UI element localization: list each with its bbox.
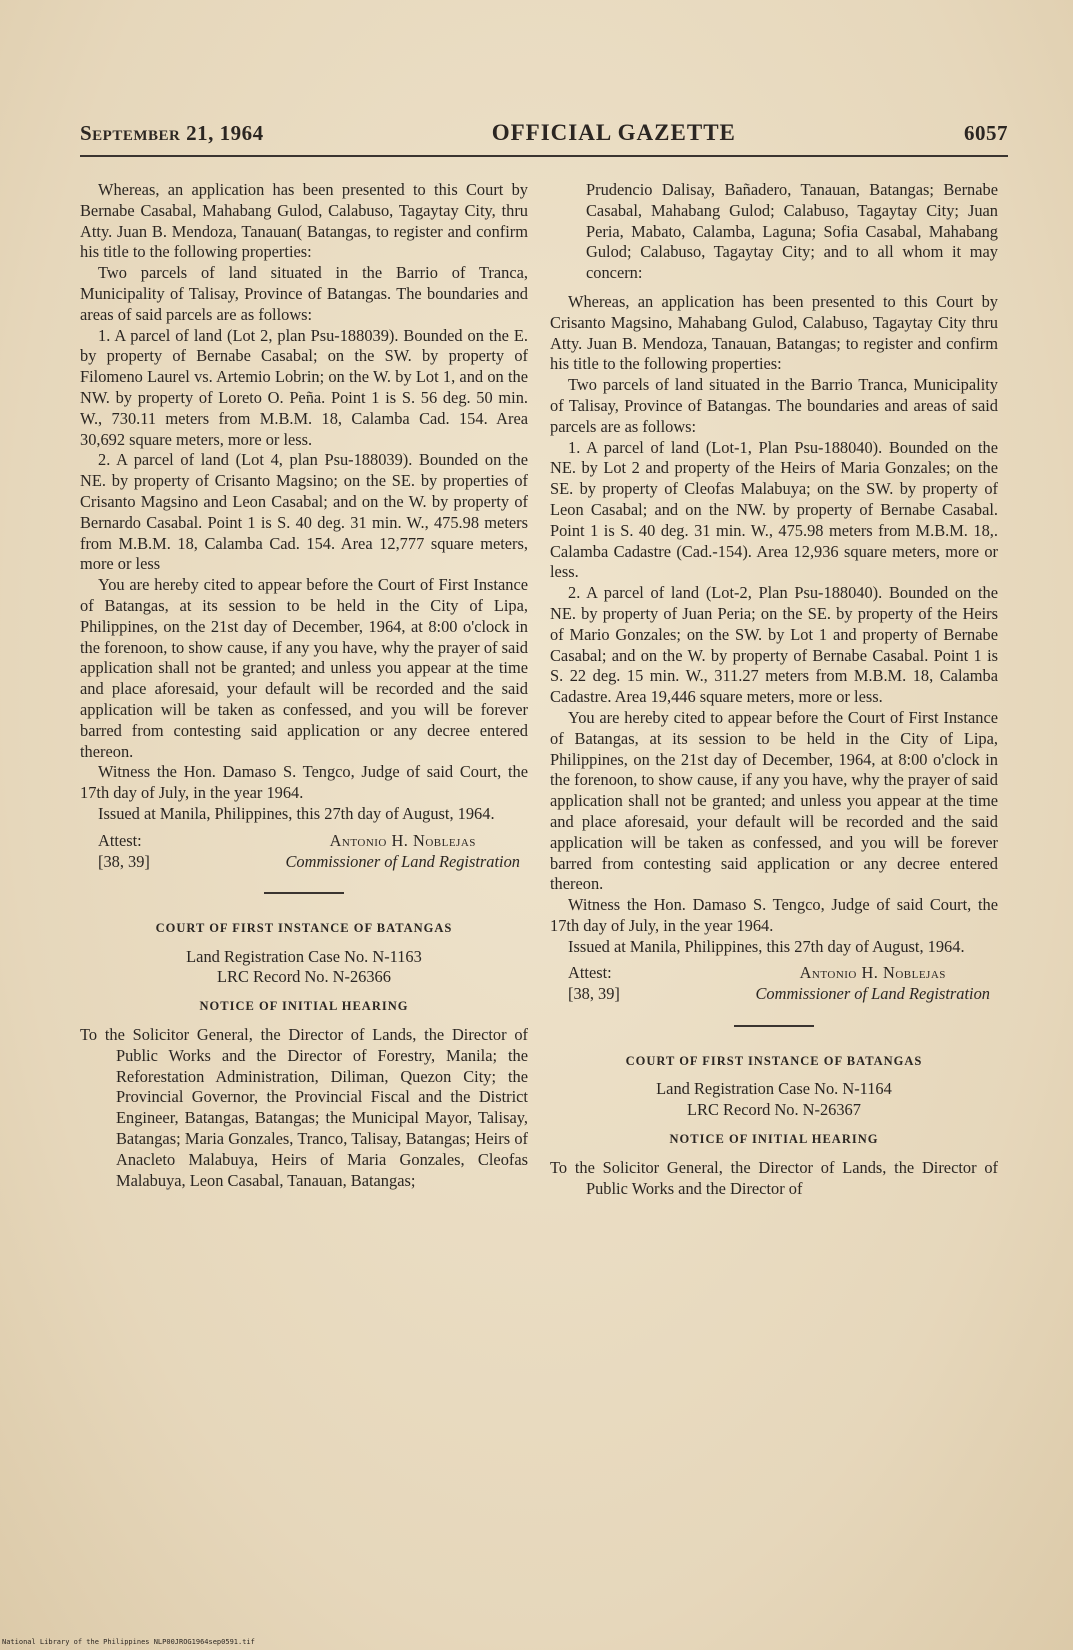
paragraph: You are hereby cited to appear before the Court of First Instance of Batangas, at its session to be held in the City of Lipa, Philippines, on the 21st day of December, 1964, at 8:00 o'clock in the forenoon, to show cause, if any you have, why the prayer of said application shall not be granted; and unless you appear at the time and place aforesaid, your default will be recorded and the said application will be taken as confessed, and you will be forever barred from contesting said application or any decree entered thereon. — [80, 575, 528, 761]
left-column — [80, 180, 528, 1191]
paragraph: 1. A parcel of land (Lot-1, Plan Psu-188040). Bounded on the NE. by Lot 2 and property of the Heirs of Maria Gonzales; on the SE. by property of Cleofas Malabuya; on the SW. by property of Leon Casabal; and on the NW. by property of Bernabe Casabal. Point 1 is S. 40 deg. 31 min. W., 475.98 meters from M.B.M. 18,. Calamba Cadastre (Cad.-154). Area 12,936 square meters, more or less. — [550, 437, 998, 582]
attest-refs: [38, 39] — [98, 851, 150, 871]
court-heading: COURT OF FIRST INSTANCE OF BATANGAS — [155, 920, 453, 935]
signer-title: Commissioner of Land Registration — [755, 984, 990, 1004]
signer-name: Antonio H. Noblejas — [329, 830, 476, 850]
scan-footer: National Library of the Philippines NLP00JROG1964sep0591.tif — [2, 1638, 255, 1646]
header-rule — [80, 155, 1008, 157]
section-divider — [264, 892, 344, 894]
paragraph: Witness the Hon. Damaso S. Tengco, Judge of said Court, the 17th day of July, in the year 1964. — [80, 762, 528, 803]
addressees-continued: Prudencio Dalisay, Bañadero, Tanauan, Batangas; Bernabe Casabal, Mahabang Gulod; Calabuso, Tagaytay City; Juan Peria, Mabato, Calamba, Laguna; Sofia Casabal, Mahabang Gulod; Calabuso, Tagaytay City; and to all whom it may concern: — [586, 180, 998, 283]
paragraph: 2. A parcel of land (Lot-2, Plan Psu-188040). Bounded on the NE. by property of Juan Peria; on the SE. by property of the Heirs of Mario Gonzales; on the SW. by Lot 1 and property of Bernabe Casabal; and on the W. by property of Bernabe Casabal. Point 1 is S. 22 deg. 15 min. W., 311.27 meters from M.B.M. 18, Calamba Cadastre. Area 19,446 square meters, more or less. — [550, 583, 998, 707]
attestation — [80, 831, 528, 873]
paragraph: Two parcels of land situated in the Barrio of Tranca, Municipality of Talisay, Province of Batangas. The boundaries and areas of said parcels are as follows: — [80, 263, 528, 324]
attestation — [550, 963, 998, 1005]
case-number: Land Registration Case No. N-1163 — [186, 946, 422, 966]
signature-block — [286, 831, 529, 873]
publication-title: OFFICIAL GAZETTE — [491, 120, 736, 145]
paragraph: 2. A parcel of land (Lot 4, plan Psu-188039). Bounded on the NE. by property of Crisanto Magsino; on the SE. by properties of Crisanto Magsino and Leon Casabal; and on the W. by property of Bernardo Casabal. Point 1 is S. 40 deg. 31 min. W., 475.98 meters from M.B.M. 18, Calamba Cad. 154. Area 12,777 square meters, more or less — [80, 450, 528, 574]
right-column — [550, 180, 998, 1199]
notice-heading: NOTICE OF INITIAL HEARING — [669, 1131, 879, 1146]
paragraph: Issued at Manila, Philippines, this 27th day of August, 1964. — [568, 936, 965, 956]
notice-heading: NOTICE OF INITIAL HEARING — [199, 999, 409, 1014]
signer-title: Commissioner of Land Registration — [285, 851, 520, 871]
issue-date: September 21, 1964 — [80, 121, 264, 145]
paragraph: You are hereby cited to appear before the Court of First Instance of Batangas, at its session to be held in the City of Lipa, Philippines, on the 21st day of December, 1964, at 8:00 o'clock in the forenoon, to show cause, if any you have, why the prayer of said application shall not be granted; and unless you appear at the time and place aforesaid, your default will be recorded and the said application will be taken as confessed, and you will be forever barred from contesting said application or any decree entered thereon. — [550, 707, 998, 894]
attest-left — [98, 831, 150, 873]
paragraph: Two parcels of land situated in the Barrio Tranca, Municipality of Talisay, Province of Batangas. The boundaries and areas of said parcels are as follows: — [550, 375, 998, 436]
addressees: To the Solicitor General, the Director of Lands, the Director of Public Works and the Director of Forestry, Manila; the Reforestation Administration, Diliman, Quezon City; the Provincial Governor, the Provincial Fiscal and the District Engineer, Batangas, Batangas; the Municipal Mayor, Talisay, Batangas; Maria Gonzales, Tranco, Talisay, Batangas; Heirs of Anacleto Malabuya, Heirs of Maria Gonzales, Cleofas Malabuya, Leon Casabal, Tanauan, Batangas; — [80, 1024, 528, 1190]
paragraph: Witness the Hon. Damaso S. Tengco, Judge of said Court, the 17th day of July, in the year 1964. — [550, 895, 998, 935]
signer-name: Antonio H. Noblejas — [799, 963, 946, 983]
paragraph: Whereas, an application has been presented to this Court by Crisanto Magsino, Mahabang Gulod, Calabuso, Tagaytay City thru Atty. Juan B. Mendoza, Tanauan, Batangas; to register and confirm his title to the following properties: — [550, 291, 998, 374]
paragraph: 1. A parcel of land (Lot 2, plan Psu-188039). Bounded on the E. by property of Bernabe Casabal; on the SW. by property of Filomeno Laurel vs. Artemio Lobrin; on the W. by Lot 1, and on the NW. by property of Loreto O. Peña. Point 1 is S. 56 deg. 50 min. W., 730.11 meters from M.B.M. 18, Calamba Cad. 154. Area 30,692 square meters, more or less. — [80, 325, 528, 449]
section-divider — [734, 1025, 814, 1027]
case-number: Land Registration Case No. N-1164 — [656, 1079, 892, 1099]
addressees: To the Solicitor General, the Director of Lands, the Director of Public Works and the Director of — [550, 1157, 998, 1198]
page-number: 6057 — [964, 121, 1008, 145]
attest-label: Attest: — [568, 963, 612, 983]
paragraph: Whereas, an application has been presented to this Court by Bernabe Casabal, Mahabang Gulod, Calabuso, Tagaytay City, thru Atty. Juan B. Mendoza, Tanauan( Batangas, to register and confirm his title to the following properties: — [80, 180, 528, 262]
court-heading: COURT OF FIRST INSTANCE OF BATANGAS — [625, 1053, 923, 1068]
paragraph: Issued at Manila, Philippines, this 27th day of August, 1964. — [98, 803, 495, 823]
signature-block — [756, 963, 999, 1005]
attest-refs: [38, 39] — [568, 984, 620, 1004]
attest-left — [568, 963, 620, 1005]
page-header — [80, 120, 1008, 150]
lrc-record: LRC Record No. N-26366 — [217, 967, 391, 987]
attest-label: Attest: — [98, 830, 142, 850]
lrc-record: LRC Record No. N-26367 — [687, 1100, 861, 1120]
